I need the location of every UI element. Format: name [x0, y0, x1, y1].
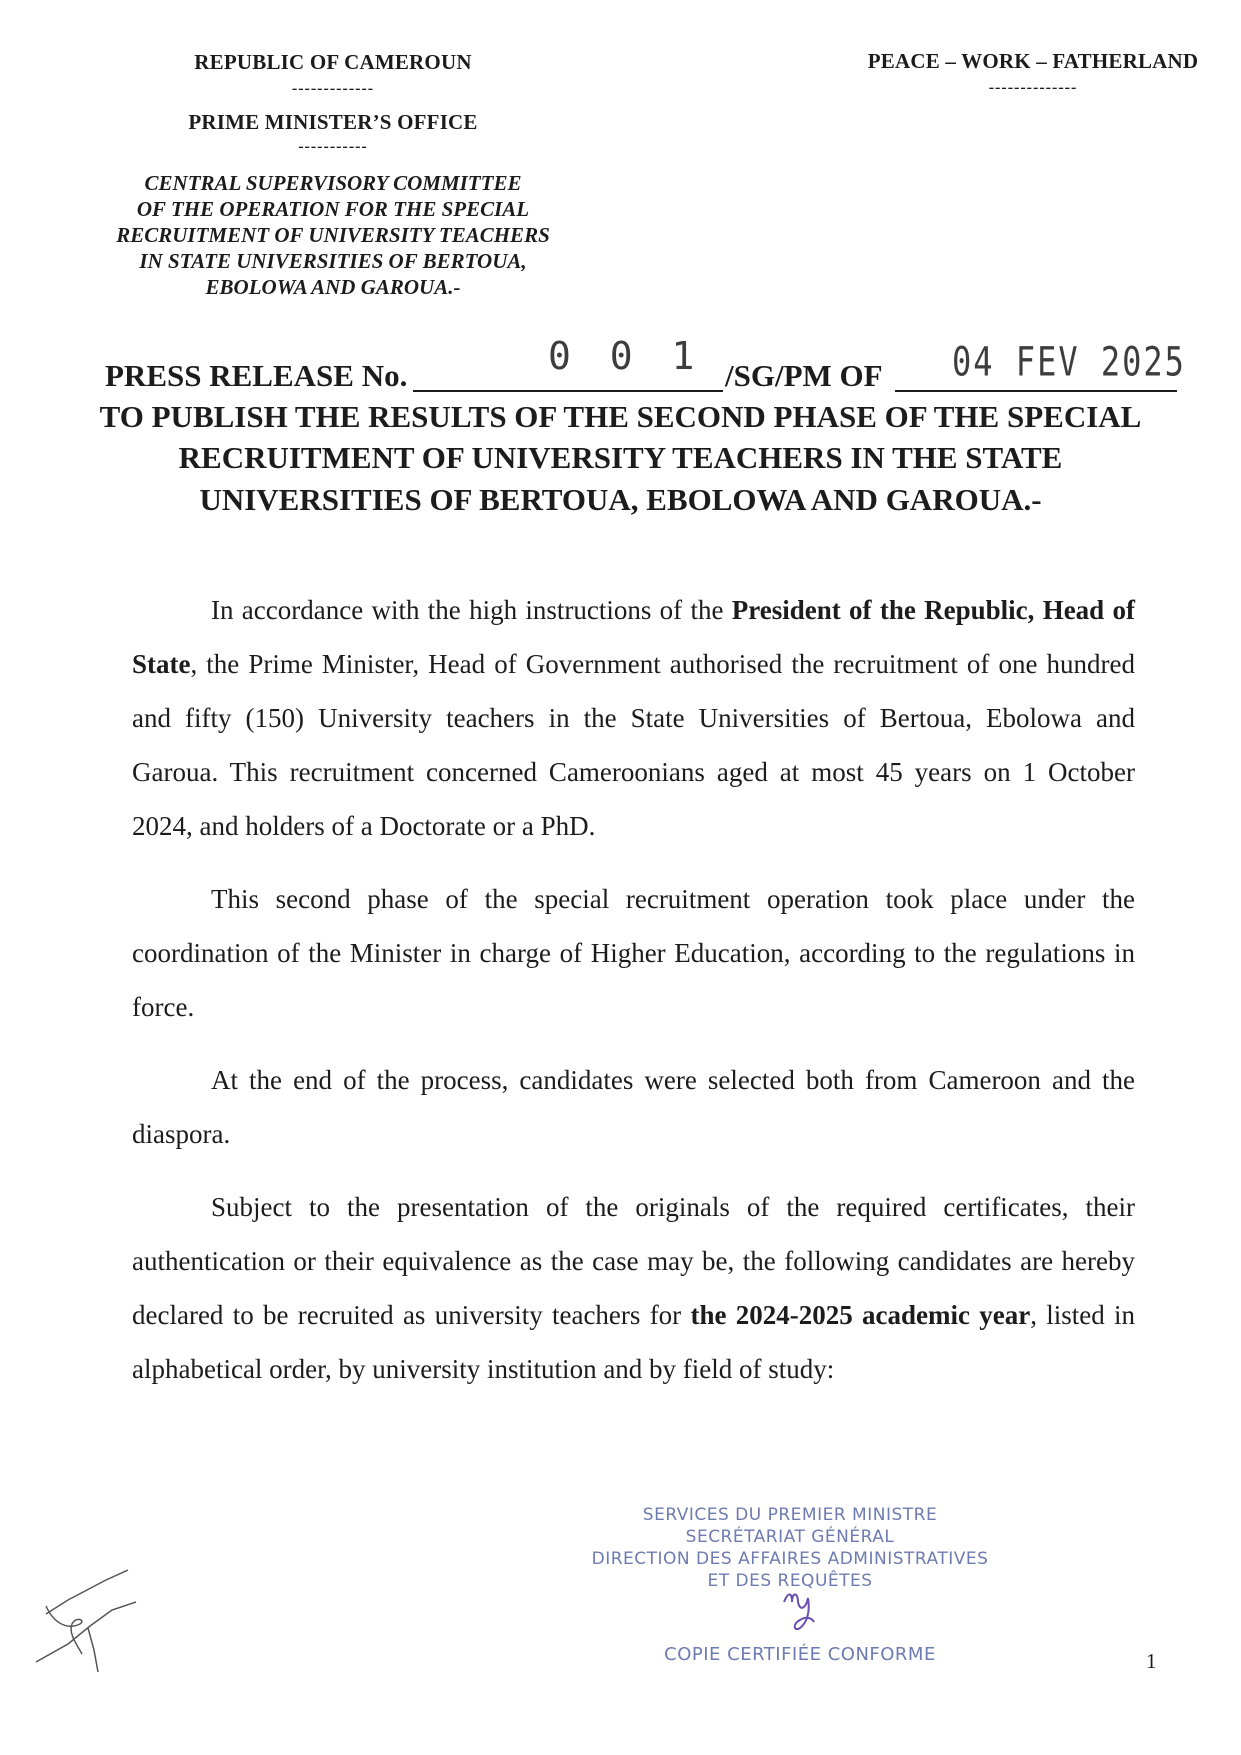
number-underline [413, 390, 723, 392]
stamp-certification: COPIE CERTIFIÉE CONFORME [664, 1644, 936, 1665]
title-line: UNIVERSITIES OF BERTOUA, EBOLOWA AND GAROUA.- [199, 482, 1042, 517]
press-release-mid: /SG/PM OF [725, 358, 883, 393]
paragraph-3: At the end of the process, candidates were selected both from Cameroon and the diaspora. [132, 1065, 1135, 1149]
paragraph-4: Subject to the presentation of the originals of the required certificates, their authentication or their equivalence as the case may be, the following candidates are hereby declared to be recruited as university teachers for the 2024-2025 academic year, listed in alphabetical order, by university institution and by field of study: [132, 1192, 1136, 1384]
press-release-date: 04 FEV 2025 [952, 338, 1186, 386]
header-country: REPUBLIC OF CAMEROUN [194, 50, 472, 74]
committee-line: EBOLOWA AND GAROUA.- [205, 275, 461, 299]
header-separator: ----------- [298, 138, 368, 155]
stamp-line: SERVICES DU PREMIER MINISTRE [642, 1505, 938, 1525]
committee-line: OF THE OPERATION FOR THE SPECIAL [136, 197, 530, 221]
title-line: TO PUBLISH THE RESULTS OF THE SECOND PHASE OF THE SPECIAL [99, 399, 1142, 434]
initials-mark [780, 1588, 820, 1634]
date-underline [895, 390, 1177, 392]
title-line: RECRUITMENT OF UNIVERSITY TEACHERS IN THE STATE [178, 440, 1063, 475]
stamp-line: ET DES REQUÊTES [707, 1571, 873, 1591]
header-motto: PEACE – WORK – FATHERLAND [867, 49, 1199, 73]
press-release-prefix: PRESS RELEASE No. [105, 358, 408, 393]
stamp-line: SECRÉTARIAT GÉNÉRAL [685, 1527, 895, 1547]
header-separator: -------------- [988, 79, 1078, 96]
committee-block [73, 170, 593, 300]
press-release-number: 0 0 1 [548, 334, 703, 378]
committee-line: CENTRAL SUPERVISORY COMMITTEE [144, 171, 522, 195]
paragraph-2: This second phase of the special recruitment operation took place under the coordination of the Minister in charge of Higher Education, according to the regulations in force. [132, 884, 1135, 1022]
body-text [132, 583, 1135, 1396]
stamp-line: DIRECTION DES AFFAIRES ADMINISTRATIVES [591, 1549, 989, 1569]
page-number: 1 [1146, 1649, 1157, 1673]
signature [28, 1566, 138, 1676]
committee-line: RECRUITMENT OF UNIVERSITY TEACHERS [116, 223, 550, 247]
official-stamp [520, 1504, 1060, 1592]
header-office: PRIME MINISTER’S OFFICE [188, 110, 478, 134]
header-separator: ------------- [291, 80, 375, 97]
paragraph-1: In accordance with the high instructions of the President of the Republic, Head of State, the Prime Minister, Head of Government authorised the recruitment of one hundred and fifty (150) University teachers in the State Universities of Bertoua, Ebolowa and Garoua. This recruitment concerned Cameroonians aged at most 45 years on 1 October 2024, and holders of a Doctorate or a PhD. [132, 595, 1135, 841]
committee-line: IN STATE UNIVERSITIES OF BERTOUA, [139, 249, 527, 273]
